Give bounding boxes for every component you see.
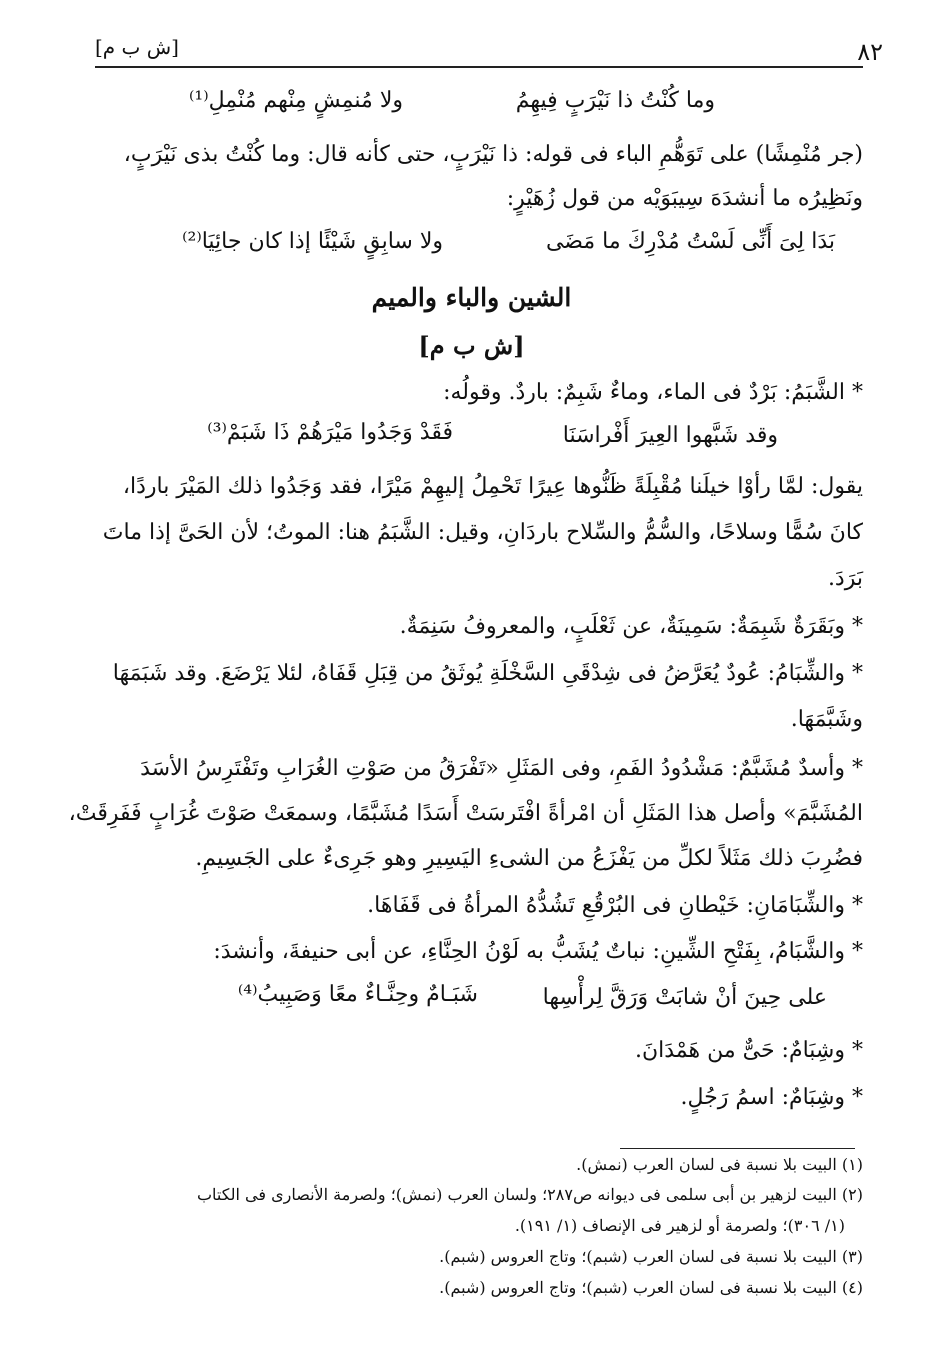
subsection-title: [ش ب م] <box>418 331 525 360</box>
entry-shibaman: * والشِّبَامَانِ: خَيْطانِ فى البُرْقُعِ تَشُدُّهُ المرأةُ فى قَفَاهَا. <box>367 893 863 918</box>
entry-shibam-line-1: * والشِّبَامُ: عُودٌ يُعَرَّضُ فى شِدْقَىِ السَّخْلَةِ يُوثَقُ من قِبَلِ قَفَاهُ، لئلا يَرْضَعَ. وقد شَبَمَهَا <box>112 661 863 686</box>
footnote-2-cont: (١/ ٣٠٦)؛ ولصرمة أو لزهير فى الإنصاف (١/ ١٩١). <box>514 1216 845 1235</box>
entry-shibam-line-2: وشَبَّمَهَا. <box>790 707 863 732</box>
para1-line-2: ونَظِيرُه ما أنشدَهَ سِيبَوَيْه من قول زُهَيْرٍ: <box>506 186 863 211</box>
entry-shibam-name: * وشِبَامٌ: اسمُ رَجُلٍ. <box>680 1085 863 1110</box>
entry-baqara: * وبَقَرَةٌ شَبِمَةٌ: سَمِينَةٌ، عن ثَعْلَبٍ، والمعروفُ سَنِمَةٌ. <box>399 614 863 639</box>
verse3-first-hemistich: وقد شَبَّهوا العِيرَ أَفْراسَنَا <box>562 423 778 448</box>
verse4-second-hemistich: شَبَـامٌ وحِنَّـاءٌ معًا وَصَبِيبُ⁽⁴⁾ <box>237 982 478 1007</box>
entry-shabam-line-3: بَرَدَ. <box>827 566 863 591</box>
entry-asad-line-3: فضُرِبَ ذلك مَثَلاً لكلِّ من يَفْزَعُ من الشىءِ اليَسِيرِ وهو جَرِىءٌ على الجَسِيمِ. <box>195 846 863 871</box>
verse1-second-hemistich: ولا مُنمِشٍ مِنْهم مُنْمِلِ⁽¹⁾ <box>189 88 403 113</box>
entry-shabam-intro: * الشَّبَمُ: بَرْدٌ فى الماء، وماءٌ شَبِمٌ: باردٌ. وقولُه: <box>443 380 863 405</box>
entry-asad-line-2: المُشَبَّمَ» وأصل هذا المَثَلِ أن امْرأةً افْتَرسَتْ أَسَدًا مُشَبَّمًا، وسمعَتْ صَوْتَ غُرَابٍ فَفَرِقَتْ، <box>68 801 863 826</box>
para1-line-1: (جر مُنْمِشًا) على تَوَهُّمِ الباء فى قوله: ذا نَيْرَبٍ، حتى كأنه قال: وما كُنْتُ بذى نَيْرَبٍ، <box>123 142 863 167</box>
footnote-2: (٢) البيت لزهير بن أبى سلمى فى ديوانه ص٢٨٧؛ ولسان العرب (نمش)؛ ولصرمة الأنصارى فى الكتاب <box>196 1185 863 1204</box>
entry-shibam-tribe: * وشِبَامٌ: حَىٌّ من هَمْدَانَ. <box>634 1038 863 1063</box>
footnote-3: (٣) البيت بلا نسبة فى لسان العرب (شبم)؛ وتاج العروس (شبم). <box>439 1247 863 1266</box>
footnote-rule <box>620 1148 855 1149</box>
entry-shabam-plant: * والشَّبَامُ، بِفَتْحِ الشِّينِ: نباتٌ يُشَبُّ به لَوْنُ الحِنَّاءِ، عن أبى حنيفةَ، وأنشدَ: <box>213 939 863 964</box>
entry-shabam-line-2: كانَ سُمًّا وسلاحًا، والسُّمُّ والسِّلاح باردَانِ، وقيل: الشَّبَمُ هنا: الموتُ؛ لأن الحَىَّ إذا ماتَ <box>102 520 863 545</box>
verse4-first-hemistich: على حِينَ أنْ شابَتْ وَرَقَّ لِرأْسِها <box>542 985 827 1010</box>
verse2-first-hemistich: بَدَا لِىَ أَنِّى لَسْتُ مُدْرِكَ ما مَضَى <box>545 229 835 254</box>
verse1-first-hemistich: وما كُنْتُ ذا نَيْرَبٍ فِيهِمُ <box>515 88 715 113</box>
section-title: الشين والباء والميم <box>371 283 572 312</box>
verse3-second-hemistich: فَقَدْ وَجَدُوا مَيْرَهُمْ ذَا شَبَمْ⁽³⁾ <box>207 420 453 445</box>
verse2-second-hemistich: ولا سابِقٍ شَيْئًا إذا كان جائِيَا⁽²⁾ <box>182 229 443 254</box>
running-header-label: [ش ب م] <box>95 35 179 59</box>
entry-asad-line-1: * وأسدٌ مُشَبَّمٌ: مَشْدُودُ الفَمِ، وفى المَثَلِ «تَفْرَقُ من صَوْتِ الغُرَابِ وتَفْتَرِسُ الأسَدَ <box>140 756 863 781</box>
entry-shabam-line-1: يقول: لمَّا رأوْا خيلَنا مُقْبِلَةً ظَنُّوها عِيرًا تَحْمِلُ إليهِمْ مَيْرًا، فقد وَجَدُوا ذلك المَيْرَ باردًا، <box>122 474 863 499</box>
page-number: ٨٢ <box>857 38 883 66</box>
footnote-1: (١) البيت بلا نسبة فى لسان العرب (نمش). <box>576 1155 863 1174</box>
footnote-4: (٤) البيت بلا نسبة فى لسان العرب (شبم)؛ وتاج العروس (شبم). <box>439 1278 863 1297</box>
header-rule <box>95 66 863 68</box>
